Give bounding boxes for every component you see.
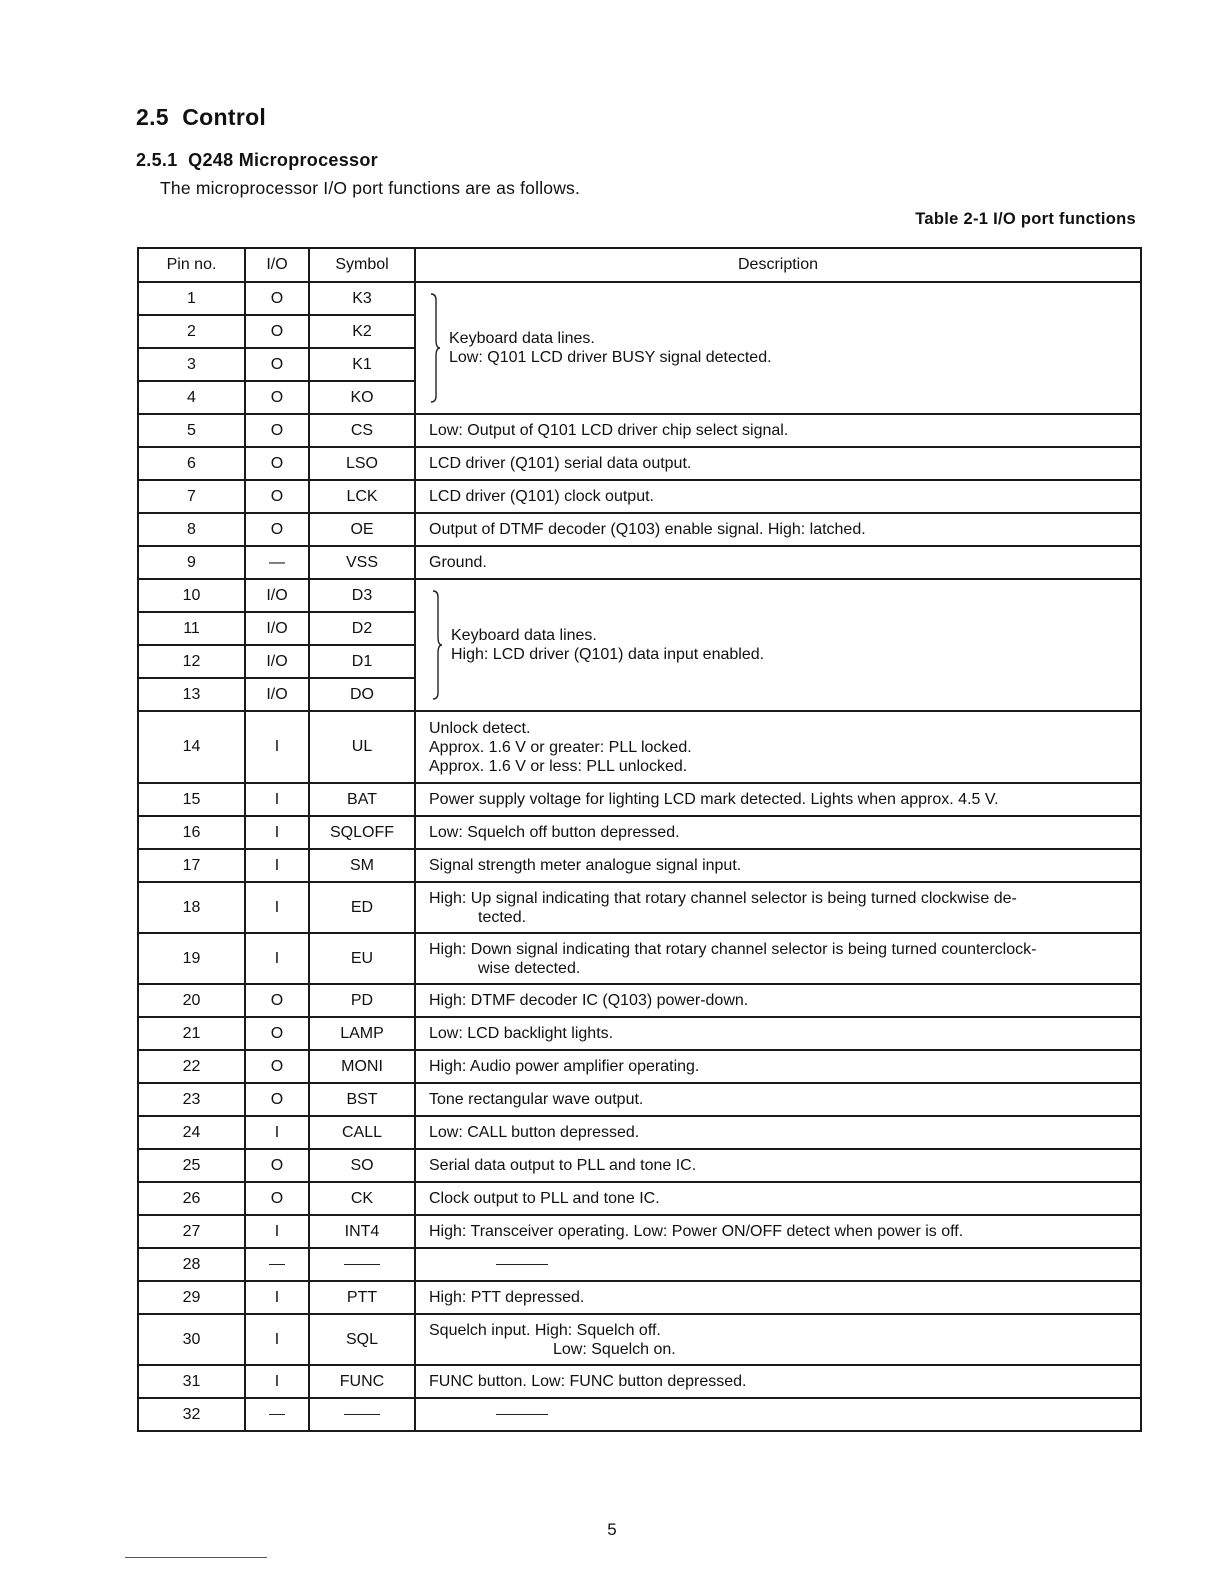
pin-cell: 32	[138, 1398, 245, 1431]
description-line: Low: Q101 LCD driver BUSY signal detected.	[449, 349, 772, 366]
pin-cell: 9	[138, 546, 245, 579]
io-port-table	[137, 247, 1142, 1432]
symbol-cell: K1	[309, 348, 415, 381]
header-symbol: Symbol	[309, 248, 415, 282]
table-row	[138, 984, 1141, 1017]
page-number: 5	[607, 1520, 617, 1539]
description-cell: Output of DTMF decoder (Q103) enable signal. High: latched.	[415, 513, 1141, 546]
table-header-row	[138, 248, 1141, 282]
pin-cell: 5	[138, 414, 245, 447]
table-row	[138, 783, 1141, 816]
description-cell: High: Audio power amplifier operating.	[415, 1050, 1141, 1083]
pin-cell: 6	[138, 447, 245, 480]
io-cell: O	[245, 381, 309, 414]
table-row	[138, 282, 1141, 315]
pin-cell: 14	[138, 711, 245, 783]
symbol-cell: OE	[309, 513, 415, 546]
symbol-cell: SO	[309, 1149, 415, 1182]
io-cell: I	[245, 1215, 309, 1248]
intro-text: The microprocessor I/O port functions are as follows.	[160, 178, 581, 198]
pin-cell: 13	[138, 678, 245, 711]
io-cell: I	[245, 1281, 309, 1314]
description-line: High: Up signal indicating that rotary channel selector is being turned clockwise de-	[429, 889, 1017, 907]
io-cell: I	[245, 1365, 309, 1398]
description-line: Approx. 1.6 V or less: PLL unlocked.	[429, 757, 688, 775]
pin-cell: 15	[138, 783, 245, 816]
symbol-cell: FUNC	[309, 1365, 415, 1398]
pin-cell: 4	[138, 381, 245, 414]
pin-cell: 2	[138, 315, 245, 348]
header-description: Description	[415, 248, 1141, 282]
description-cell: Serial data output to PLL and tone IC.	[415, 1149, 1141, 1182]
description-cell: Ground.	[415, 546, 1141, 579]
table-row	[138, 1215, 1141, 1248]
header-pin: Pin no.	[138, 248, 245, 282]
pin-cell: 3	[138, 348, 245, 381]
io-cell	[245, 1398, 309, 1431]
section-heading	[136, 104, 266, 131]
symbol-cell: LSO	[309, 447, 415, 480]
description-line: wise detected.	[478, 959, 581, 977]
io-cell: O	[245, 414, 309, 447]
symbol-cell: CALL	[309, 1116, 415, 1149]
description-line: Keyboard data lines.	[451, 627, 597, 644]
symbol-cell: D3	[309, 579, 415, 612]
pin-cell: 22	[138, 1050, 245, 1083]
dash-mark	[344, 1264, 380, 1265]
symbol-cell	[309, 1248, 415, 1281]
io-cell: O	[245, 984, 309, 1017]
io-cell: O	[245, 282, 309, 315]
symbol-cell: SM	[309, 849, 415, 882]
section-number: 2.5	[136, 104, 169, 130]
description-line: Keyboard data lines.	[449, 330, 595, 347]
symbol-cell: BAT	[309, 783, 415, 816]
pin-cell: 29	[138, 1281, 245, 1314]
symbol-cell: BST	[309, 1083, 415, 1116]
table-row	[138, 1017, 1141, 1050]
description-cell: Low: LCD backlight lights.	[415, 1017, 1141, 1050]
description-cell	[415, 1314, 1141, 1365]
description-line: tected.	[478, 908, 527, 926]
dash-mark	[344, 1414, 380, 1415]
description-cell: High: PTT depressed.	[415, 1281, 1141, 1314]
description-cell: Tone rectangular wave output.	[415, 1083, 1141, 1116]
pin-cell: 23	[138, 1083, 245, 1116]
dash-mark	[496, 1264, 548, 1265]
table-row	[138, 513, 1141, 546]
table-row	[138, 816, 1141, 849]
description-line: Low: Squelch on.	[553, 1340, 676, 1358]
pin-cell: 7	[138, 480, 245, 513]
pin-cell: 28	[138, 1248, 245, 1281]
symbol-cell	[309, 1398, 415, 1431]
io-cell: I/O	[245, 579, 309, 612]
pin-cell: 20	[138, 984, 245, 1017]
header-io: I/O	[245, 248, 309, 282]
io-cell: I/O	[245, 612, 309, 645]
table-row	[138, 1248, 1141, 1281]
description-cell	[415, 711, 1141, 783]
dash-mark	[269, 1414, 285, 1415]
footer-rule	[125, 1557, 267, 1558]
io-cell: I	[245, 933, 309, 984]
description-line: High: LCD driver (Q101) data input enabled.	[451, 646, 765, 663]
io-cell: O	[245, 315, 309, 348]
table-row	[138, 1182, 1141, 1215]
subsection-heading	[136, 150, 378, 171]
symbol-cell: VSS	[309, 546, 415, 579]
io-cell: O	[245, 480, 309, 513]
section-title: Control	[182, 104, 267, 130]
io-cell: —	[245, 546, 309, 579]
io-cell: O	[245, 447, 309, 480]
symbol-cell: PD	[309, 984, 415, 1017]
symbol-cell: UL	[309, 711, 415, 783]
pin-cell: 1	[138, 282, 245, 315]
io-cell: O	[245, 1083, 309, 1116]
pin-cell: 26	[138, 1182, 245, 1215]
description-cell: LCD driver (Q101) clock output.	[415, 480, 1141, 513]
table-row	[138, 1314, 1141, 1365]
description-cell: Signal strength meter analogue signal input.	[415, 849, 1141, 882]
table-row	[138, 849, 1141, 882]
io-cell: I	[245, 1314, 309, 1365]
description-cell: High: Transceiver operating. Low: Power ON/OFF detect when power is off.	[415, 1215, 1141, 1248]
symbol-cell: DO	[309, 678, 415, 711]
description-cell	[415, 882, 1141, 933]
symbol-cell: EU	[309, 933, 415, 984]
symbol-cell: SQLOFF	[309, 816, 415, 849]
table-row	[138, 711, 1141, 783]
io-cell: O	[245, 1182, 309, 1215]
pin-cell: 25	[138, 1149, 245, 1182]
description-cell: FUNC button. Low: FUNC button depressed.	[415, 1365, 1141, 1398]
table-row	[138, 579, 1141, 612]
table-row	[138, 546, 1141, 579]
description-cell: Low: Output of Q101 LCD driver chip select signal.	[415, 414, 1141, 447]
pin-cell: 21	[138, 1017, 245, 1050]
table-row	[138, 447, 1141, 480]
description-cell: Low: CALL button depressed.	[415, 1116, 1141, 1149]
io-cell: I	[245, 783, 309, 816]
io-cell: O	[245, 513, 309, 546]
io-cell: I	[245, 882, 309, 933]
pin-cell: 31	[138, 1365, 245, 1398]
description-cell	[415, 933, 1141, 984]
io-cell: I/O	[245, 678, 309, 711]
symbol-cell: D2	[309, 612, 415, 645]
table-row	[138, 1398, 1141, 1431]
subsection-number: 2.5.1	[136, 150, 178, 170]
symbol-cell: CK	[309, 1182, 415, 1215]
io-cell: I	[245, 1116, 309, 1149]
pin-cell: 12	[138, 645, 245, 678]
table-row	[138, 882, 1141, 933]
io-cell: I/O	[245, 645, 309, 678]
io-cell: O	[245, 1149, 309, 1182]
pin-cell: 24	[138, 1116, 245, 1149]
description-line: Approx. 1.6 V or greater: PLL locked.	[429, 738, 692, 756]
symbol-cell: KO	[309, 381, 415, 414]
pin-cell: 8	[138, 513, 245, 546]
io-cell: I	[245, 849, 309, 882]
description-cell: High: DTMF decoder IC (Q103) power-down.	[415, 984, 1141, 1017]
table-row	[138, 1149, 1141, 1182]
description-cell-group	[415, 579, 1141, 711]
description-cell: Clock output to PLL and tone IC.	[415, 1182, 1141, 1215]
dash-mark	[269, 1264, 285, 1265]
table-row	[138, 1050, 1141, 1083]
table-row	[138, 1083, 1141, 1116]
table-caption: Table 2-1 I/O port functions	[915, 210, 1136, 228]
io-cell	[245, 1248, 309, 1281]
symbol-cell: LAMP	[309, 1017, 415, 1050]
symbol-cell: MONI	[309, 1050, 415, 1083]
brace-icon	[429, 292, 441, 404]
description-line: Squelch input. High: Squelch off.	[429, 1321, 661, 1339]
table-row	[138, 1281, 1141, 1314]
pin-cell: 10	[138, 579, 245, 612]
symbol-cell: D1	[309, 645, 415, 678]
table-row	[138, 1116, 1141, 1149]
symbol-cell: LCK	[309, 480, 415, 513]
symbol-cell: SQL	[309, 1314, 415, 1365]
io-cell: O	[245, 348, 309, 381]
symbol-cell: CS	[309, 414, 415, 447]
pin-cell: 11	[138, 612, 245, 645]
pin-cell: 19	[138, 933, 245, 984]
pin-cell: 27	[138, 1215, 245, 1248]
pin-cell: 18	[138, 882, 245, 933]
description-line: High: Down signal indicating that rotary channel selector is being turned counterclock-	[429, 940, 1037, 958]
symbol-cell: ED	[309, 882, 415, 933]
description-cell-group	[415, 282, 1141, 414]
subsection-title: Q248 Microprocessor	[188, 150, 378, 170]
brace-icon	[431, 589, 443, 701]
io-cell: I	[245, 711, 309, 783]
io-cell: I	[245, 816, 309, 849]
description-cell	[415, 1248, 1141, 1281]
symbol-cell: INT4	[309, 1215, 415, 1248]
io-cell: O	[245, 1050, 309, 1083]
table-row	[138, 480, 1141, 513]
pin-cell: 17	[138, 849, 245, 882]
pin-cell: 16	[138, 816, 245, 849]
description-cell: Power supply voltage for lighting LCD mark detected. Lights when approx. 4.5 V.	[415, 783, 1141, 816]
description-cell: Low: Squelch off button depressed.	[415, 816, 1141, 849]
symbol-cell: K2	[309, 315, 415, 348]
io-cell: O	[245, 1017, 309, 1050]
symbol-cell: PTT	[309, 1281, 415, 1314]
symbol-cell: K3	[309, 282, 415, 315]
description-cell: LCD driver (Q101) serial data output.	[415, 447, 1141, 480]
dash-mark	[496, 1414, 548, 1415]
table-row	[138, 414, 1141, 447]
table-row	[138, 1365, 1141, 1398]
description-cell	[415, 1398, 1141, 1431]
pin-cell: 30	[138, 1314, 245, 1365]
table-row	[138, 933, 1141, 984]
description-line: Unlock detect.	[429, 719, 531, 737]
